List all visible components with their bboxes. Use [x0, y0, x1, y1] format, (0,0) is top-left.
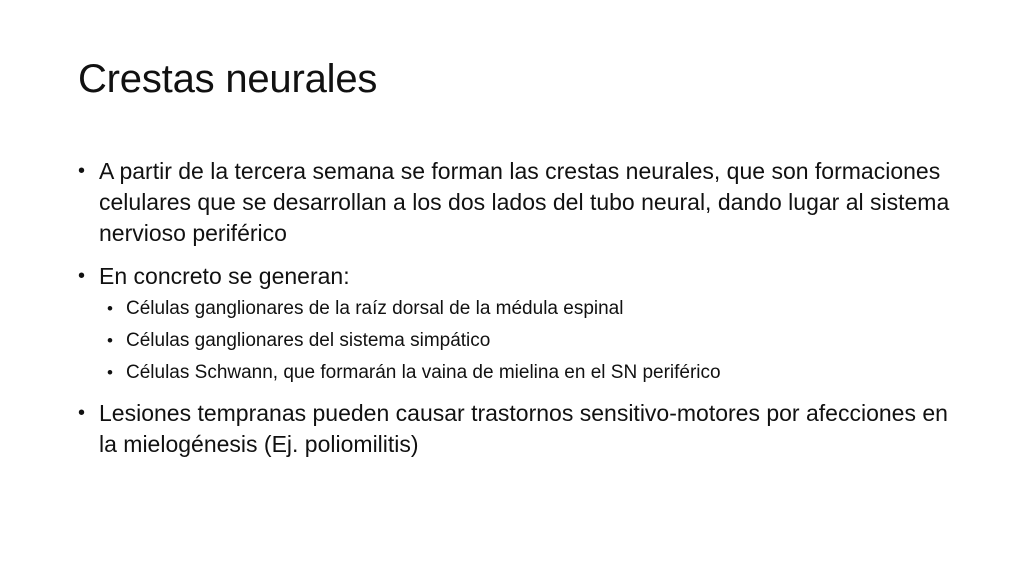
bullet-text: • En concreto se generan:: [99, 263, 350, 289]
sub-bullet-item: [107, 296, 958, 322]
sub-bullet-text: • Células Schwann, que formarán la vaina de mielina en el SN periférico: [126, 362, 721, 383]
slide-title: Crestas neurales: [78, 57, 378, 101]
sub-bullet-item: [107, 328, 958, 354]
bullet-item: [78, 156, 958, 249]
sub-bullet-text: • Células ganglionares del sistema simpático: [126, 330, 491, 351]
bullet-list: [78, 156, 958, 472]
sub-bullet-text: • Células ganglionares de la raíz dorsal de la médula espinal: [126, 298, 624, 319]
bullet-item: [78, 261, 958, 386]
bullet-text: • Lesiones tempranas pueden causar trastornos sensitivo-motores por afecciones en la mielogénesis (Ej. poliomilitis): [99, 400, 948, 457]
bullet-item: [78, 398, 958, 460]
bullet-text: • A partir de la tercera semana se forman las crestas neurales, que son formaciones celulares que se desarrollan a los dos lados del tubo neural, dando lugar al sistema nervioso periférico: [99, 158, 950, 246]
sub-bullet-item: [107, 360, 958, 386]
sub-bullet-list: [99, 296, 958, 386]
